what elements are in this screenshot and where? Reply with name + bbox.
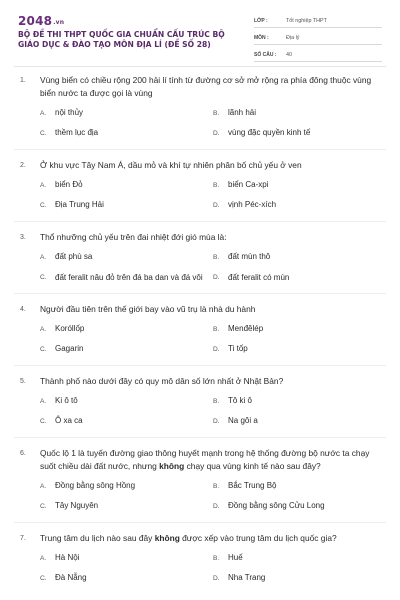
meta-subject-label: MÔN : [254, 34, 269, 41]
question-divider [14, 522, 386, 523]
option-letter: C. [40, 575, 47, 582]
answer-options [0, 180, 400, 211]
question-divider [14, 437, 386, 438]
option-text: Huế [228, 553, 243, 562]
option-text: Đồng bằng sông Cửu Long [228, 501, 325, 510]
option-letter: C. [40, 274, 47, 281]
option-a[interactable] [40, 252, 213, 263]
question-divider [14, 221, 386, 222]
option-letter: C. [40, 202, 47, 209]
question-4 [0, 303, 400, 366]
question-7 [0, 532, 400, 584]
option-text: Đà Nẵng [55, 573, 87, 582]
logo-suffix: .vn [53, 19, 65, 26]
option-text: Tô ki ô [228, 396, 253, 405]
option-a[interactable] [40, 481, 213, 492]
document-title: BỘ ĐỀ THI THPT QUỐC GIA CHUẨN CẤU TRÚC BỘ GIÁO DỤC & ĐÀO TẠO MÔN ĐỊA LÍ (ĐỀ SỐ 28) [18, 30, 225, 49]
option-text: Ti tốp [228, 344, 248, 353]
option-letter: A. [40, 326, 47, 333]
option-text: đất feralit có mùn [228, 272, 290, 282]
question-list [0, 74, 400, 584]
option-c[interactable] [40, 200, 213, 211]
meta-count-row [254, 48, 382, 62]
option-b[interactable] [213, 396, 386, 407]
meta-subject-value: Địa lý [286, 34, 300, 41]
option-c[interactable] [40, 272, 213, 283]
question-stem [0, 375, 400, 388]
option-text: biển Đỏ [55, 180, 83, 189]
question-stem [0, 159, 400, 172]
meta-subject-row [254, 31, 382, 45]
header-divider [14, 66, 386, 67]
option-letter: B. [213, 483, 220, 490]
question-stem [0, 303, 400, 316]
option-letter: D. [213, 418, 220, 425]
option-a[interactable] [40, 324, 213, 335]
question-text: Quốc lộ 1 là tuyến đường giao thông huyết mạnh trong hệ thống đường bộ nước ta chạy suốt chiều dài đất nước, nhưng [40, 448, 370, 471]
option-text: Bắc Trung Bộ [228, 481, 277, 490]
option-letter: A. [40, 483, 47, 490]
option-a[interactable] [40, 108, 213, 119]
question-divider [14, 149, 386, 150]
option-b[interactable] [213, 481, 386, 492]
option-d[interactable] [213, 573, 386, 584]
option-d[interactable] [213, 416, 386, 427]
option-c[interactable] [40, 416, 213, 427]
question-1 [0, 74, 400, 150]
option-a[interactable] [40, 553, 213, 564]
option-text: nội thủy [55, 108, 84, 117]
option-text: Na gôi a [228, 416, 258, 425]
option-text: Koróllốp [55, 324, 85, 333]
option-b[interactable] [213, 180, 386, 191]
option-text: Hà Nội [55, 553, 80, 562]
question-text-emphasis: không [159, 461, 185, 471]
question-text: Thành phố nào dưới đây có quy mô dân số lớn nhất ở Nhật Bản? [40, 376, 284, 386]
option-text: Gagarin [55, 344, 84, 353]
option-letter: B. [213, 110, 220, 117]
option-text: Địa Trung Hải [55, 200, 104, 209]
worksheet-header [0, 0, 400, 62]
option-letter: A. [40, 254, 47, 261]
option-d[interactable] [213, 272, 386, 283]
question-2 [0, 159, 400, 222]
question-number: 7. [20, 535, 26, 542]
option-letter: A. [40, 182, 47, 189]
option-letter: C. [40, 503, 47, 510]
option-d[interactable] [213, 200, 386, 211]
question-text: Vùng biển có chiều rộng 200 hải lí tính từ đường cơ sở mở rộng ra phía đông thuộc vùng biển nước ta được gọi là vùng [40, 75, 372, 98]
question-text: Người đầu tiên trên thế giới bay vào vũ trụ là nhà du hành [40, 304, 256, 314]
question-divider [14, 365, 386, 366]
question-number: 1. [20, 77, 26, 84]
question-text: Thổ nhưỡng chủ yếu trên đai nhiệt đới gió mùa là: [40, 232, 227, 242]
option-letter: B. [213, 182, 220, 189]
option-text: đất feralit nâu đỏ trên đá ba dan và đá vôi [55, 272, 203, 282]
option-letter: C. [40, 418, 47, 425]
option-letter: B. [213, 555, 220, 562]
option-b[interactable] [213, 553, 386, 564]
option-c[interactable] [40, 128, 213, 139]
option-text: thềm lục địa [55, 128, 99, 137]
option-a[interactable] [40, 180, 213, 191]
option-text: vịnh Péc-xích [228, 200, 277, 209]
meta-class-value: Tốt nghiệp THPT [286, 17, 327, 24]
option-letter: D. [213, 130, 220, 137]
option-letter: C. [40, 130, 47, 137]
question-number: 5. [20, 378, 26, 385]
meta-class-label: LỚP : [254, 17, 268, 24]
answer-options [0, 553, 400, 584]
question-number: 3. [20, 234, 26, 241]
option-text: Ô xa ca [55, 416, 83, 425]
logo-text: 2048 [18, 14, 53, 28]
option-text: đất mùn thô [228, 252, 271, 261]
question-3 [0, 231, 400, 294]
option-b[interactable] [213, 108, 386, 119]
question-number: 6. [20, 450, 26, 457]
option-d[interactable] [213, 128, 386, 139]
option-letter: A. [40, 398, 47, 405]
option-text: Menđêlép [228, 324, 264, 333]
option-text: Tây Nguyên [55, 501, 99, 510]
option-letter: B. [213, 326, 220, 333]
option-letter: A. [40, 555, 47, 562]
option-text: Nha Trang [228, 573, 266, 582]
option-letter: B. [213, 254, 220, 261]
question-text-end: chạy qua vùng kinh tế nào sau đây? [184, 461, 321, 471]
option-b[interactable] [213, 252, 386, 263]
answer-options [0, 481, 400, 512]
question-text: Trung tâm du lịch nào sau đây [40, 533, 155, 543]
option-text: lãnh hải [228, 108, 257, 117]
option-c[interactable] [40, 344, 213, 355]
option-text: vùng đặc quyền kinh tế [228, 128, 311, 137]
question-text-emphasis: không [154, 533, 180, 543]
option-text: Ki ô tô [55, 396, 78, 405]
option-c[interactable] [40, 573, 213, 584]
option-letter: B. [213, 398, 220, 405]
question-stem [0, 447, 400, 473]
option-d[interactable] [213, 501, 386, 512]
answer-options [0, 324, 400, 355]
option-letter: D. [213, 575, 220, 582]
option-a[interactable] [40, 396, 213, 407]
meta-class-row [254, 14, 382, 28]
site-logo[interactable] [18, 14, 64, 28]
option-letter: C. [40, 346, 47, 353]
question-stem [0, 231, 400, 244]
option-text: đất phù sa [55, 252, 93, 261]
option-b[interactable] [213, 324, 386, 335]
answer-options [0, 252, 400, 283]
option-letter: D. [213, 202, 220, 209]
option-text: biển Ca-xpi [228, 180, 269, 189]
answer-options [0, 108, 400, 139]
worksheet-meta [254, 14, 382, 62]
question-stem [0, 532, 400, 545]
question-5 [0, 375, 400, 438]
option-text: Đồng bằng sông Hồng [55, 481, 136, 490]
option-c[interactable] [40, 501, 213, 512]
option-d[interactable] [213, 344, 386, 355]
option-letter: D. [213, 346, 220, 353]
question-text: Ở khu vực Tây Nam Á, dầu mỏ và khí tự nhiên phân bố chủ yếu ở ven [40, 160, 302, 170]
question-number: 4. [20, 306, 26, 313]
question-number: 2. [20, 162, 26, 169]
question-text-end: được xếp vào trung tâm du lịch quốc gia? [179, 533, 337, 543]
question-6 [0, 447, 400, 523]
meta-count-value: 40 [286, 51, 292, 58]
question-divider [14, 293, 386, 294]
answer-options [0, 396, 400, 427]
option-letter: D. [213, 274, 220, 281]
option-letter: D. [213, 503, 220, 510]
option-letter: A. [40, 110, 47, 117]
question-stem [0, 74, 400, 100]
meta-count-label: SỐ CÂU : [254, 51, 277, 58]
